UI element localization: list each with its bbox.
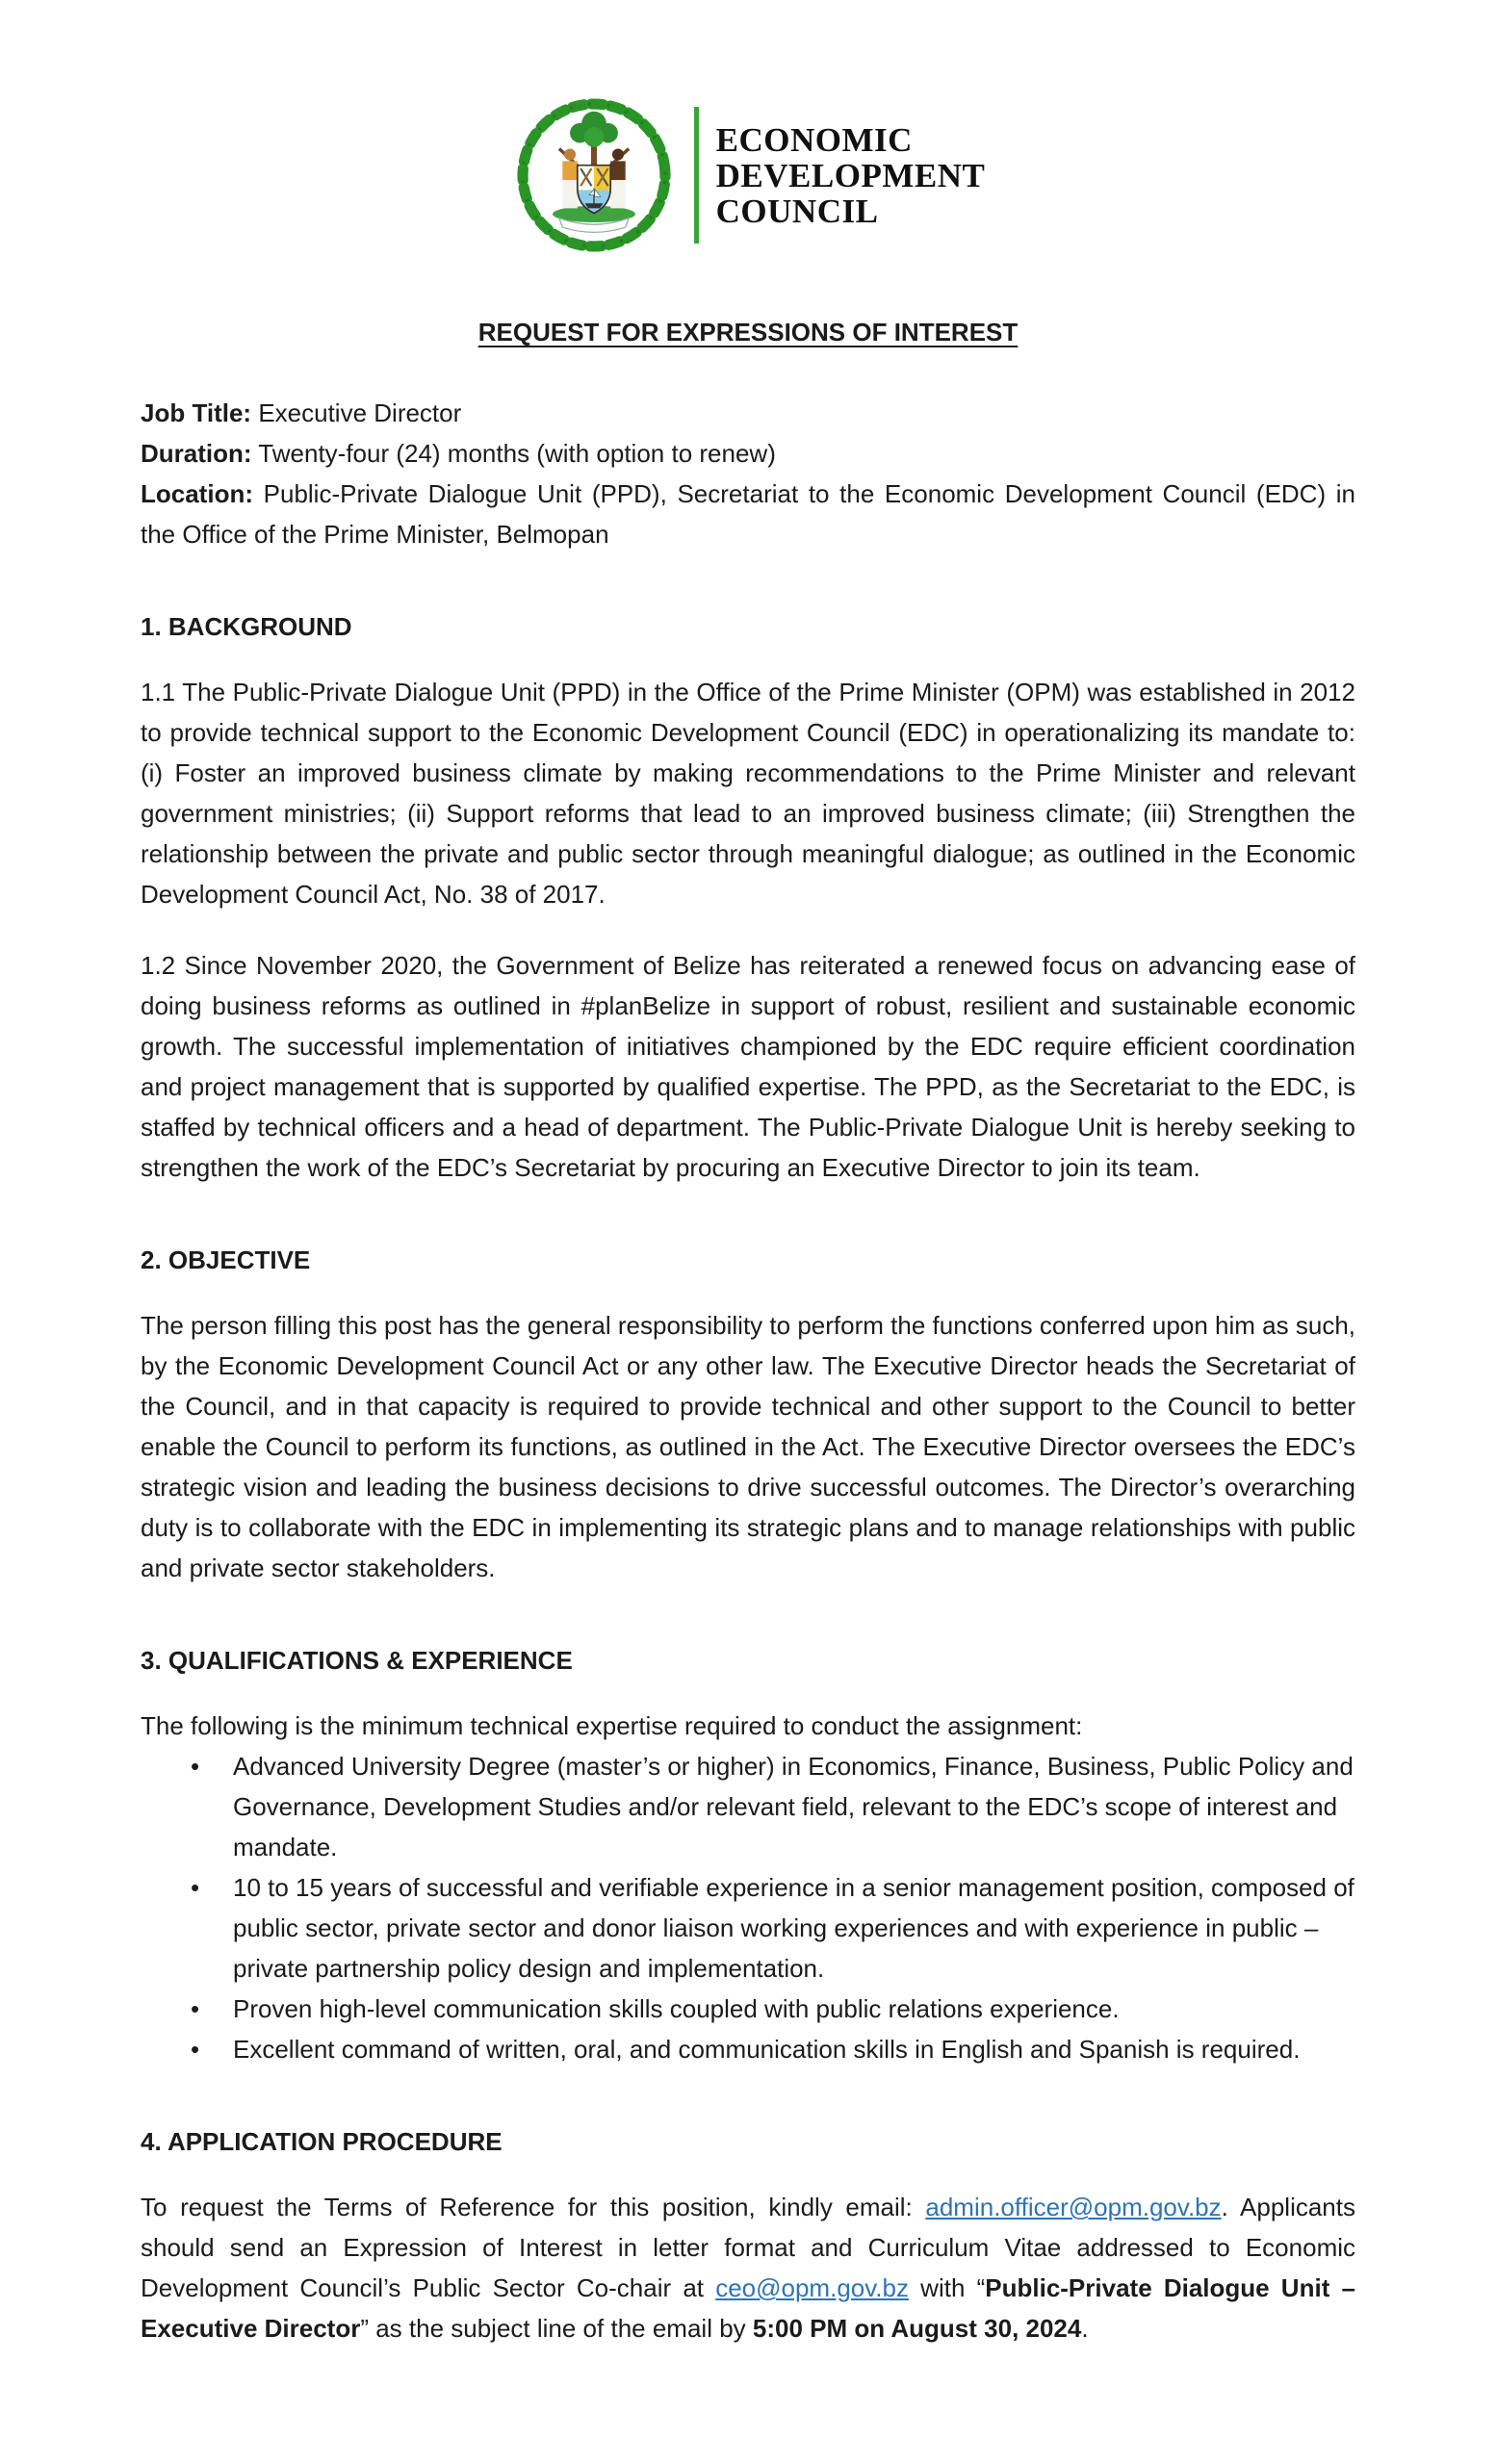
application-run-1: To request the Terms of Reference for this position, kindly email: (141, 2193, 926, 2221)
location-value: Public-Private Dialogue Unit (PPD), Secretariat to the Economic Development Council (EDC) in the Office of the Prime Minister, Belmopan (141, 479, 1355, 549)
bullet-icon: • (191, 2035, 200, 2064)
logo-wordmark-line-2: DEVELOPMENT (715, 156, 986, 194)
application-run-5: . (1081, 2314, 1089, 2343)
admin-officer-email-link[interactable]: admin.officer@opm.gov.bz (925, 2193, 1222, 2221)
bullet-icon: • (191, 1873, 200, 1902)
email-subject-bold: Public-Private Dialogue Unit – Executive Director (141, 2273, 1355, 2343)
duration-label: Duration: (141, 439, 252, 468)
duration-value: Twenty-four (24) months (with option to renew) (251, 439, 776, 468)
background-paragraph-1: 1.1 The Public-Private Dialogue Unit (PPD) in the Office of the Prime Minister (OPM) was established in 2012 to provide technical support to the Economic Development Council (EDC) in operationalizing its mandate to: (i) Foster an improved business climate by making recommendations to the Prime Minister and relevant government ministries; (ii) Support reforms that lead to an improved business climate; (iii) Strengthen the relationship between the private and public sector through meaningful dialogue; as outlined in the Economic Development Council Act, No. 38 of 2017. (141, 678, 1355, 909)
bullet-icon: • (191, 1994, 200, 2023)
application-run-2: . Applicants should send an Expression of Interest in letter format and Curriculum Vitae addressed to Economic Development Council’s Public Sector Co-chair at (141, 2193, 1355, 2302)
qualification-item (141, 1989, 1355, 2029)
logo-wordmark-line-1: ECONOMIC (715, 120, 913, 159)
section-heading-qualifications: 3. QUALIFICATIONS & EXPERIENCE (141, 1646, 573, 1675)
qualifications-intro: The following is the minimum technical expertise required to conduct the assignment: (141, 1711, 1083, 1740)
logo-wordmark (716, 122, 986, 229)
qualification-item (141, 2029, 1355, 2069)
section-heading-background: 1. BACKGROUND (141, 612, 352, 641)
job-summary (141, 393, 1355, 554)
section-heading-application: 4. APPLICATION PROCEDURE (141, 2127, 503, 2156)
qualification-item-text: Proven high-level communication skills coupled with public relations experience. (233, 1994, 1120, 2023)
logo-divider (694, 107, 699, 244)
logo-wordmark-line-3: COUNCIL (715, 192, 879, 230)
qualifications-list (141, 1746, 1355, 2069)
location-label: Location: (141, 479, 253, 508)
qualification-item-text: Advanced University Degree (master’s or higher) in Economics, Finance, Business, Public Policy and Governance, Development Studies and/or relevant field, relevant to the EDC’s scope of interest and mandate. (233, 1752, 1354, 1861)
edc-logo (141, 92, 1355, 258)
application-run-3: with “ (909, 2273, 986, 2302)
qualification-item-text: 10 to 15 years of successful and verifiable experience in a senior management position, composed of public sector, private sector and donor liaison working experiences and with experience in public – private partnership policy design and implementation. (233, 1873, 1354, 1983)
qualification-item (141, 1746, 1355, 1867)
section-heading-objective: 2. OBJECTIVE (141, 1245, 311, 1274)
duration-row (141, 433, 1355, 474)
deadline-bold: 5:00 PM on August 30, 2024 (752, 2314, 1082, 2343)
qualification-item (141, 1867, 1355, 1989)
document-title: REQUEST FOR EXPRESSIONS OF INTEREST (477, 318, 1019, 346)
background-paragraph-2: 1.2 Since November 2020, the Government of Belize has reiterated a renewed focus on advancing ease of doing business reforms as outlined in #planBelize in support of robust, resilient and sustainable economic growth. The successful implementation of initiatives championed by the EDC require efficient coordination and project management that is supported by qualified expertise. The PPD, as the Secretariat to the EDC, is staffed by technical officers and a head of department. The Public-Private Dialogue Unit is hereby seeking to strengthen the work of the EDC’s Secretariat by procuring an Executive Director to join its team. (141, 951, 1355, 1182)
job-title-label: Job Title: (141, 398, 252, 427)
qualification-item-text: Excellent command of written, oral, and communication skills in English and Spanish is required. (233, 2035, 1301, 2064)
application-paragraph (141, 2187, 1355, 2348)
belize-coat-of-arms-icon (511, 92, 677, 258)
application-run-4: ” as the subject line of the email by (360, 2314, 753, 2343)
location-row (141, 474, 1355, 554)
bullet-icon: • (191, 1752, 200, 1781)
ceo-email-link[interactable]: ceo@opm.gov.bz (715, 2273, 909, 2302)
objective-paragraph: The person filling this post has the general responsibility to perform the functions conferred upon him as such, by the Economic Development Council Act or any other law. The Executive Director heads the Secretariat of the Council, and in that capacity is required to provide technical and other support to the Council to better enable the Council to perform its functions, as outlined in the Act. The Executive Director oversees the EDC’s strategic vision and leading the business decisions to drive successful outcomes. The Director’s overarching duty is to collaborate with the EDC in implementing its strategic plans and to manage relationships with public and private sector stakeholders. (141, 1311, 1355, 1582)
job-title-row (141, 393, 1355, 433)
job-title-value: Executive Director (251, 398, 462, 427)
